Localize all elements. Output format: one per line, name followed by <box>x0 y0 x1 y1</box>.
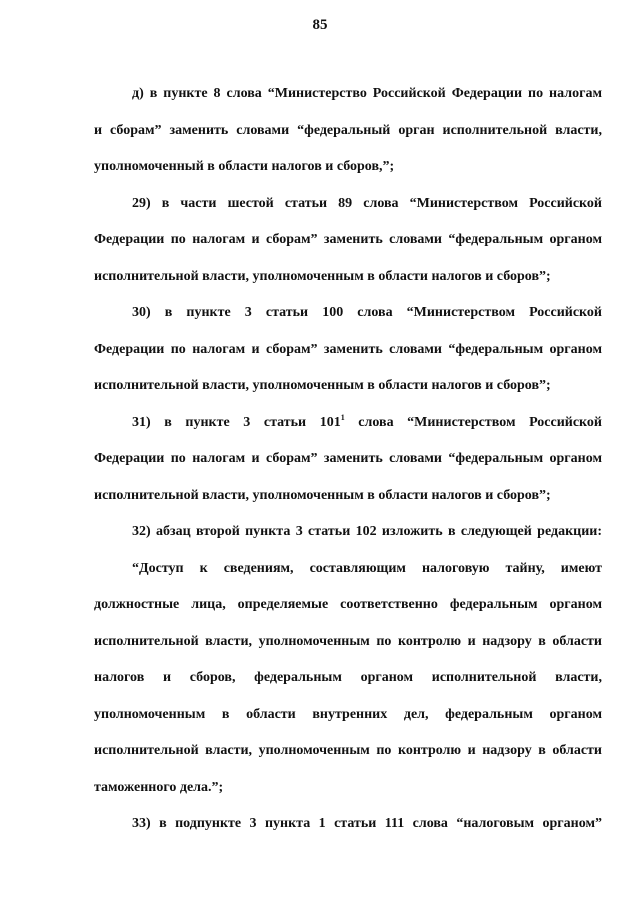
text-line: уполномоченный в области налогов и сборов,”; <box>94 159 395 174</box>
text-line: д) в пункте 8 слова “Министерство Российской Федерации по налогам <box>132 86 602 101</box>
page-number: 85 <box>312 17 328 33</box>
text-line-part: слова “Министерством Российской <box>344 414 602 430</box>
text-line: уполномоченным в области внутренних дел, федеральным органом <box>94 706 602 722</box>
text-line: 33) в подпункте 3 пункта 1 статьи 111 слова “налоговым органом” <box>132 816 602 831</box>
text-line: исполнительной власти, уполномоченным по контролю и надзору в области <box>94 743 602 758</box>
text-line: 30) в пункте 3 статьи 100 слова “Министерством Российской <box>132 305 602 320</box>
text-line-with-superscript <box>94 405 602 442</box>
text-line: Федерации по налогам и сборам” заменить словами “федеральным органом <box>94 232 602 247</box>
text-line: и сборам” заменить словами “федеральный орган исполнительной власти, <box>94 122 602 138</box>
text-line: исполнительной власти, уполномоченным в области налогов и сборов”; <box>94 268 551 284</box>
text-line: Федерации по налогам и сборам” заменить словами “федеральным органом <box>94 451 602 466</box>
text-line: Федерации по налогам и сборам” заменить словами “федеральным органом <box>94 341 602 357</box>
text-line: должностные лица, определяемые соответственно федеральным органом <box>94 597 602 612</box>
text-line: исполнительной власти, уполномоченным по контролю и надзору в области <box>94 633 602 649</box>
text-line: “Доступ к сведениям, составляющим налоговую тайну, имеют <box>132 560 602 576</box>
text-line: 32) абзац второй пункта 3 статьи 102 изложить в следующей редакции: <box>132 524 602 539</box>
text-line: исполнительной власти, уполномоченным в области налогов и сборов”; <box>94 487 551 503</box>
superscript-index: 1 <box>340 412 345 422</box>
text-line: исполнительной власти, уполномоченным в области налогов и сборов”; <box>94 378 551 393</box>
document-text <box>94 76 602 843</box>
text-line: 29) в части шестой статьи 89 слова “Министерством Российской <box>132 195 602 211</box>
text-line-part: 31) в пункте 3 статьи 101 <box>132 414 341 430</box>
text-line: налогов и сборов, федеральным органом исполнительной власти, <box>94 670 602 685</box>
text-line: таможенного дела.”; <box>94 779 224 795</box>
